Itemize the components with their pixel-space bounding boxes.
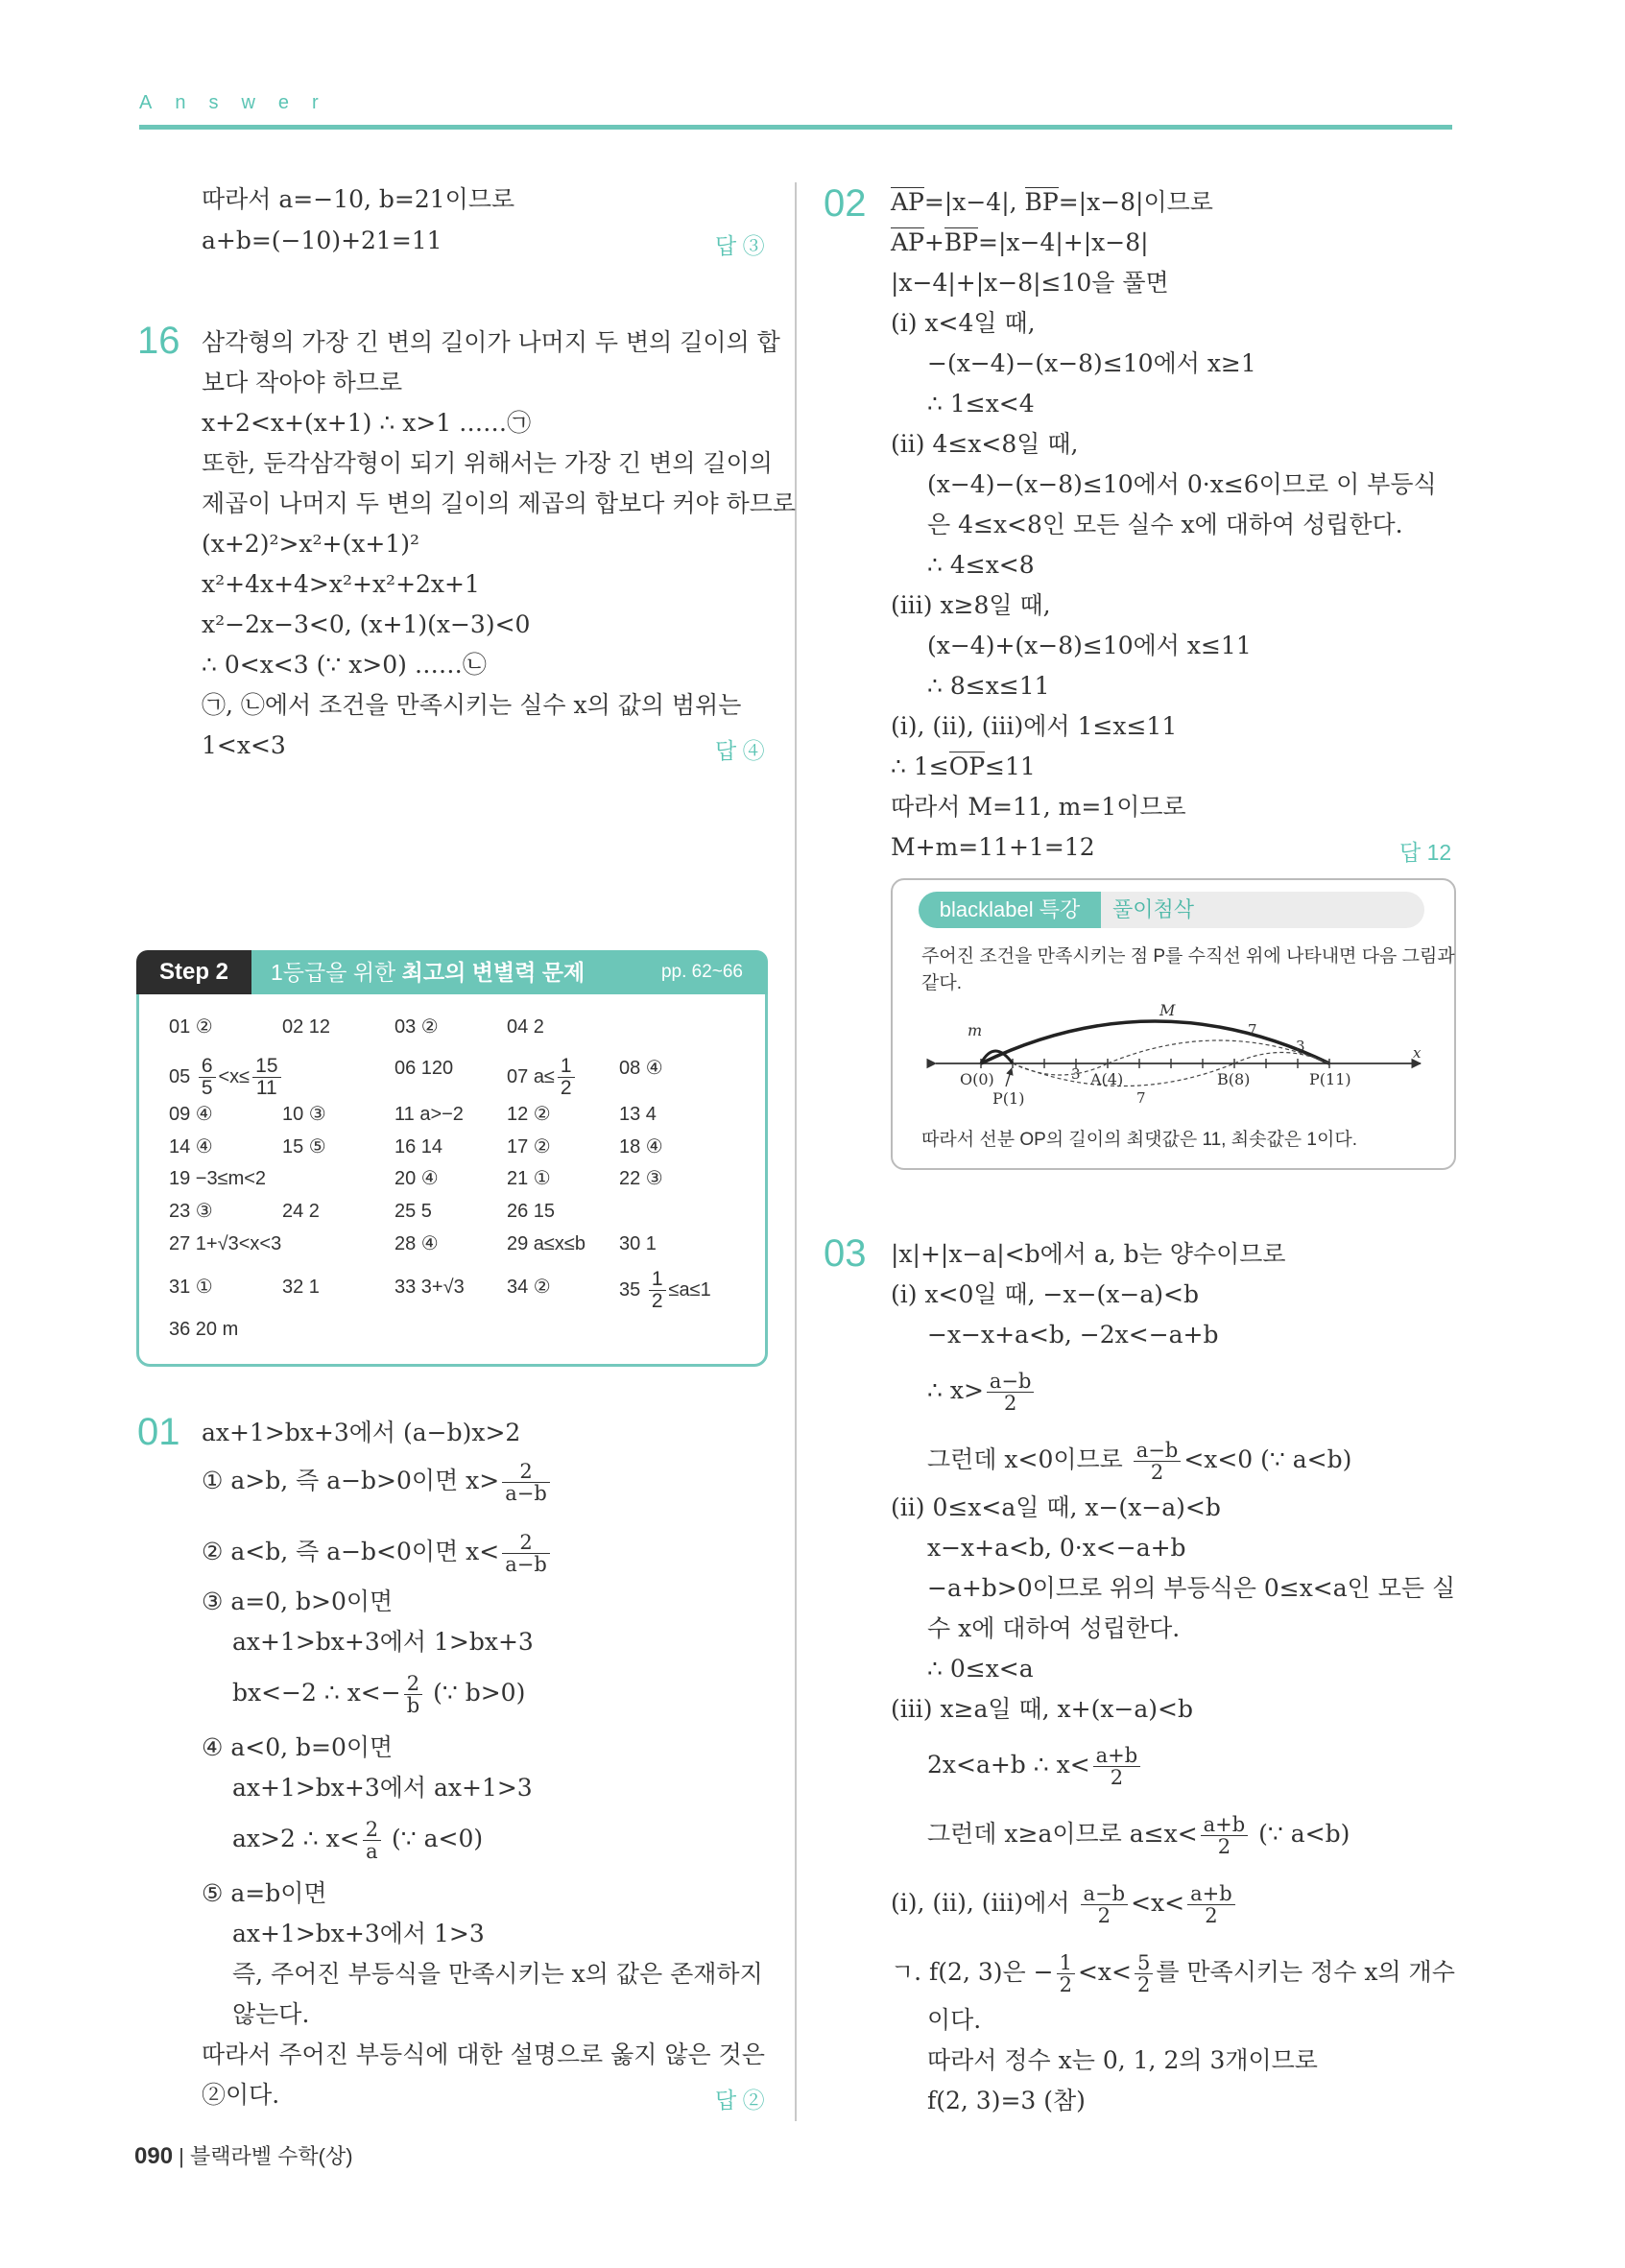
q01-line: 즉, 주어진 부등식을 만족시키는 x의 값은 존재하지 — [232, 1960, 763, 1988]
frac-den: 2 — [560, 1077, 572, 1099]
q16-line: 제곱이 나머지 두 변의 길이의 제곱의 합보다 커야 하므로 — [202, 489, 797, 517]
text: <x< — [1131, 1889, 1185, 1917]
fraction — [1134, 1440, 1182, 1483]
q01-line — [232, 1819, 483, 1862]
quick-answer-no: 07 — [507, 1065, 534, 1087]
q16-line: x²+4x+4>x²+x²+2x+1 — [202, 570, 480, 598]
segment-ap: AP — [891, 188, 924, 216]
fraction — [1201, 1814, 1249, 1857]
step2-title — [271, 950, 585, 994]
answer-label: 답 ③ — [715, 233, 765, 258]
quick-answer: 11 a>−2 — [394, 1104, 464, 1125]
label-3-right: 3 — [1296, 1038, 1305, 1055]
frac-num: 1 — [558, 1056, 575, 1078]
frac-num: 6 — [199, 1056, 216, 1078]
step2-title-bar — [251, 950, 768, 994]
header-rule — [139, 125, 1452, 130]
quick-answer — [619, 1269, 711, 1312]
frac-num: 1 — [1057, 1952, 1075, 1974]
text: ax>2 ∴ x< — [232, 1825, 360, 1852]
answer-label: 답 ④ — [715, 738, 765, 763]
frac-num: 2 — [404, 1673, 422, 1695]
q03-line: (ⅲ) x≥a일 때, x+(x−a)<b — [891, 1695, 1193, 1723]
q01-line: ax+1>bx+3에서 ax+1>3 — [232, 1774, 533, 1802]
quick-answer: 29 a≤x≤b — [507, 1233, 586, 1254]
text: ① a>b, 즉 a−b>0이면 x> — [202, 1467, 500, 1494]
frac-den: a — [366, 1840, 378, 1863]
blacklabel-subtitle: 풀이첨삭 — [1101, 892, 1424, 928]
text: (∵ a<b) — [1251, 1820, 1350, 1848]
blacklabel-text: 주어진 조건을 만족시키는 점 P를 수직선 위에 나타내면 다음 그림과 — [921, 946, 1455, 967]
frac-den: b — [406, 1694, 420, 1717]
q03-line: 이다. — [927, 2006, 982, 2034]
q02-line: (ⅲ) x≥8일 때, — [891, 591, 1051, 619]
text: (∵ b>0) — [425, 1679, 526, 1707]
arc-3-right — [1234, 1053, 1329, 1064]
inequality: a≤ — [533, 1065, 555, 1087]
segment-bp: BP — [944, 228, 979, 256]
book-title: 블랙라벨 수학(상) — [190, 2144, 353, 2168]
text: ∴ x> — [927, 1376, 984, 1404]
q02-line: ∴ 8≤x≤11 — [927, 672, 1050, 700]
q02-line: |x−4|+|x−8|≤10을 풀면 — [891, 269, 1169, 297]
q03-line: (ⅰ) x<0일 때, −x−(x−a)<b — [891, 1280, 1199, 1308]
text: bx<−2 ∴ x<− — [232, 1679, 401, 1707]
frac-num: a+b — [1187, 1883, 1235, 1905]
q01-line — [202, 1532, 553, 1575]
q01-line: ax+1>bx+3에서 (a−b)x>2 — [202, 1419, 521, 1446]
quick-answer: 03 ② — [394, 1016, 439, 1038]
q02-line: (ⅰ) x<4일 때, — [891, 309, 1036, 337]
q03-line: 수 x에 대하여 성립한다. — [927, 1614, 1181, 1642]
quick-answer: 27 1+√3<x<3 — [169, 1233, 282, 1254]
quick-answer: 28 ④ — [394, 1233, 439, 1254]
q16-line: 삼각형의 가장 긴 변의 길이가 나머지 두 변의 길이의 합 — [202, 328, 780, 356]
quick-answer: 19 −3≤m<2 — [169, 1168, 267, 1189]
label-M: M — [1159, 1001, 1176, 1019]
fraction — [199, 1056, 216, 1099]
header-word: Answer — [139, 92, 342, 113]
quick-answer — [169, 1056, 284, 1099]
quick-answer: 02 12 — [282, 1016, 331, 1038]
quick-answer: 08 ④ — [619, 1058, 663, 1079]
label-7-bottom: 7 — [1136, 1089, 1146, 1107]
text: ㄱ. f(2, 3)은 − — [891, 1958, 1054, 1986]
frac-num: a−b — [987, 1371, 1035, 1393]
q02-line: 은 4≤x<8인 모든 실수 x에 대하여 성립한다. — [927, 511, 1403, 538]
quick-answer: 36 20 m — [169, 1319, 239, 1340]
q01-line: ⑤ a=b이면 — [202, 1879, 327, 1907]
frac-num: 15 — [252, 1056, 280, 1078]
cont-line: 따라서 a=−10, b=21이므로 — [202, 185, 515, 213]
q03-line — [927, 1814, 1350, 1857]
q16-line: ∴ 0<x<3 (∵ x>0) ……㉡ — [202, 651, 487, 679]
quick-answer: 26 15 — [507, 1201, 556, 1222]
q01-line: ②이다. — [202, 2081, 280, 2109]
segment-bp: BP — [1024, 188, 1059, 216]
frac-den: a−b — [505, 1553, 547, 1576]
text: (ⅰ), (ⅱ), (ⅲ)에서 — [891, 1889, 1078, 1917]
quick-answer: 24 2 — [282, 1201, 320, 1222]
q16-line: ㉠, ㉡에서 조건을 만족시키는 실수 x의 값의 범위는 — [202, 691, 742, 719]
q02-line: (ⅱ) 4≤x<8일 때, — [891, 430, 1079, 458]
q03-line — [891, 1883, 1238, 1926]
frac-den: 2 — [1004, 1392, 1017, 1415]
text: ≤11 — [985, 752, 1036, 780]
quick-answer — [507, 1056, 578, 1099]
arc-M — [981, 1021, 1329, 1063]
q03-line: −x−x+a<b, −2x<−a+b — [927, 1321, 1219, 1349]
text: ∴ 1≤ — [891, 752, 949, 780]
q16-line: (x+2)²>x²+(x+1)² — [202, 530, 419, 558]
text: =|x−4|, — [923, 188, 1025, 216]
q02-line: (ⅰ), (ⅱ), (ⅲ)에서 1≤x≤11 — [891, 712, 1178, 740]
fraction — [404, 1673, 422, 1716]
frac-num: 5 — [1135, 1952, 1153, 1974]
quick-answer: 34 ② — [507, 1277, 551, 1298]
fraction — [1135, 1952, 1153, 1995]
question-number: 03 — [824, 1232, 867, 1275]
question-number: 01 — [137, 1411, 180, 1453]
label-A: A(4) — [1090, 1070, 1124, 1088]
quick-answer: 30 1 — [619, 1233, 657, 1254]
blacklabel-text: 같다. — [921, 973, 962, 993]
text: 그런데 x≥a이므로 a≤x< — [927, 1820, 1198, 1848]
quick-answer: 20 ④ — [394, 1168, 439, 1189]
quick-answer-no: 05 — [169, 1065, 196, 1087]
page-number: 090 — [134, 2143, 174, 2169]
frac-den: 5 — [201, 1077, 213, 1099]
frac-num: a+b — [1201, 1814, 1249, 1836]
label-7-top: 7 — [1248, 1021, 1257, 1039]
frac-num: 1 — [649, 1269, 666, 1291]
quick-answer: 15 ⑤ — [282, 1136, 326, 1158]
quick-answer: 14 ④ — [169, 1136, 213, 1158]
frac-den: 2 — [1205, 1904, 1218, 1927]
q01-line: ax+1>bx+3에서 1>3 — [232, 1920, 485, 1947]
quick-answer: 21 ① — [507, 1168, 551, 1189]
frac-num: 2 — [363, 1819, 381, 1841]
frac-den: 11 — [255, 1077, 277, 1099]
q03-line: (ⅱ) 0≤x<a일 때, x−(x−a)<b — [891, 1493, 1221, 1521]
q02-line: 따라서 M=11, m=1이므로 — [891, 793, 1186, 821]
fraction — [252, 1056, 280, 1099]
quick-answer: 22 ③ — [619, 1168, 663, 1189]
frac-num: a+b — [1093, 1745, 1141, 1767]
q16-line: 보다 작아야 하므로 — [202, 369, 403, 396]
q02-line: ∴ 1≤x<4 — [927, 390, 1035, 418]
frac-den: 2 — [1217, 1835, 1231, 1858]
label-P1: P(1) — [992, 1089, 1025, 1108]
q16-line: 1<x<3 — [202, 731, 286, 759]
q16-line: x+2<x+(x+1) ∴ x>1 ……㉠ — [202, 409, 532, 437]
column-divider — [795, 182, 797, 2121]
p1-pointer — [1006, 1068, 1012, 1086]
q01-line: 않는다. — [232, 2000, 310, 2028]
text: <x<0 (∵ a<b) — [1183, 1445, 1352, 1473]
fraction — [1093, 1745, 1141, 1788]
q03-line — [927, 1440, 1351, 1483]
quick-answer: 33 3+√3 — [394, 1277, 465, 1298]
blacklabel-pill: blacklabel 특강 — [919, 892, 1101, 928]
quick-answer: 06 120 — [394, 1058, 454, 1079]
label-P11: P(11) — [1309, 1070, 1351, 1088]
q03-line — [927, 1745, 1143, 1788]
q01-line — [202, 1461, 553, 1504]
q03-line: 따라서 정수 x는 0, 1, 2의 3개이므로 — [927, 2046, 1318, 2074]
fraction — [987, 1371, 1035, 1414]
text: + — [923, 228, 944, 256]
quick-answer: 25 5 — [394, 1201, 432, 1222]
q02-line: M+m=11+1=12 — [891, 833, 1095, 861]
q03-line — [927, 1371, 1037, 1414]
segment-op: OP — [948, 752, 986, 780]
answer-label: 답 ② — [715, 2088, 765, 2113]
q02-line: (x−4)+(x−8)≤10에서 x≤11 — [927, 632, 1252, 659]
q03-line: ∴ 0≤x<a — [927, 1655, 1034, 1683]
question-number: 02 — [824, 182, 867, 225]
answer-label: 답 12 — [1399, 840, 1452, 865]
step2-title-b: 최고의 변별력 문제 — [401, 960, 585, 985]
fraction — [363, 1819, 381, 1862]
frac-den: 2 — [1110, 1766, 1124, 1789]
q01-line: ③ a=0, b>0이면 — [202, 1588, 394, 1615]
frac-num: a−b — [1134, 1440, 1182, 1462]
label-B: B(8) — [1217, 1070, 1251, 1088]
text: (∵ a<0) — [384, 1825, 484, 1852]
text: 그런데 x<0이므로 — [927, 1445, 1131, 1473]
q01-line: ④ a<0, b=0이면 — [202, 1733, 394, 1761]
label-3-left: 3 — [1071, 1065, 1081, 1083]
quick-answer: 12 ② — [507, 1104, 551, 1125]
q01-line: ax+1>bx+3에서 1>bx+3 — [232, 1628, 534, 1656]
step2-title-a: 1등급을 위한 — [271, 960, 402, 985]
quick-answer: 10 ③ — [282, 1104, 326, 1125]
fraction — [502, 1532, 550, 1575]
fraction — [649, 1269, 666, 1312]
arc-7-bottom — [1013, 1063, 1234, 1086]
q02-line: ∴ 4≤x<8 — [927, 551, 1035, 579]
number-line-diagram — [912, 998, 1430, 1128]
step2-tag: Step 2 — [136, 950, 251, 994]
quick-answer: 18 ④ — [619, 1136, 663, 1158]
frac-den: 2 — [651, 1290, 663, 1312]
inequality: ≤a≤1 — [668, 1278, 711, 1301]
text: =|x−8|이므로 — [1058, 188, 1213, 216]
quick-answer: 16 14 — [394, 1136, 443, 1158]
text: 2x<a+b ∴ x< — [927, 1751, 1090, 1779]
q02-line — [891, 228, 1149, 257]
fraction — [1187, 1883, 1235, 1926]
quick-answer: 04 2 — [507, 1016, 544, 1038]
q02-line: −(x−4)−(x−8)≤10에서 x≥1 — [927, 349, 1256, 377]
q02-line — [891, 752, 1036, 781]
blacklabel-text: 따라서 선분 OP의 길이의 최댓값은 11, 최솟값은 1이다. — [921, 1130, 1357, 1150]
quick-answer: 23 ③ — [169, 1201, 213, 1222]
frac-den: a−b — [505, 1482, 547, 1505]
quick-answer: 31 ① — [169, 1277, 213, 1298]
segment-ap: AP — [891, 228, 924, 256]
question-number: 16 — [137, 320, 180, 362]
q02-line: (x−4)−(x−8)≤10에서 0·x≤6이므로 이 부등식 — [927, 470, 1437, 498]
frac-num: 2 — [502, 1532, 550, 1554]
q03-line: f(2, 3)=3 (참) — [927, 2087, 1086, 2114]
label-m: m — [968, 1021, 983, 1039]
q01-line — [232, 1673, 525, 1716]
q01-line: 따라서 주어진 부등식에 대한 설명으로 옳지 않은 것은 — [202, 2041, 765, 2068]
text: ② a<b, 즉 a−b<0이면 x< — [202, 1538, 500, 1565]
cont-line: a+b=(−10)+21=11 — [202, 227, 442, 254]
fraction — [502, 1461, 550, 1504]
footer — [134, 2140, 353, 2170]
quick-answer: 32 1 — [282, 1277, 320, 1298]
quick-answer-no: 35 — [619, 1278, 646, 1301]
text: =|x−4|+|x−8| — [978, 228, 1149, 256]
quick-answer: 01 ② — [169, 1016, 213, 1038]
q03-line: x−x+a<b, 0·x<−a+b — [927, 1534, 1186, 1562]
step2-pages: pp. 62~66 — [660, 962, 743, 982]
q16-line: x²−2x−3<0, (x+1)(x−3)<0 — [202, 610, 531, 638]
frac-num: 2 — [502, 1461, 550, 1483]
fraction — [1081, 1883, 1129, 1926]
q02-line — [891, 188, 1213, 217]
label-x: x — [1413, 1044, 1422, 1062]
text: <x< — [1077, 1958, 1132, 1986]
frac-den: 2 — [1136, 1973, 1151, 1996]
frac-den: 2 — [1097, 1904, 1111, 1927]
frac-den: 2 — [1150, 1461, 1164, 1484]
quick-answer: 13 4 — [619, 1104, 657, 1125]
fraction — [1057, 1952, 1075, 1995]
frac-num: a−b — [1081, 1883, 1129, 1905]
quick-answer: 09 ④ — [169, 1104, 213, 1125]
q16-line: 또한, 둔각삼각형이 되기 위해서는 가장 긴 변의 길이의 — [202, 449, 773, 477]
inequality: <x≤ — [218, 1065, 251, 1087]
quick-answer: 17 ② — [507, 1136, 551, 1158]
q03-line: |x|+|x−a|<b에서 a, b는 양수이므로 — [891, 1240, 1286, 1268]
footer-separator: | — [179, 2144, 190, 2168]
frac-den: 2 — [1059, 1973, 1072, 1996]
label-O: O(0) — [960, 1070, 994, 1088]
q03-line — [891, 1952, 1455, 1995]
q03-line: −a+b>0이므로 위의 부등식은 0≤x<a인 모든 실 — [927, 1574, 1456, 1602]
fraction — [558, 1056, 575, 1099]
text: 를 만족시키는 정수 x의 개수 — [1156, 1958, 1455, 1986]
